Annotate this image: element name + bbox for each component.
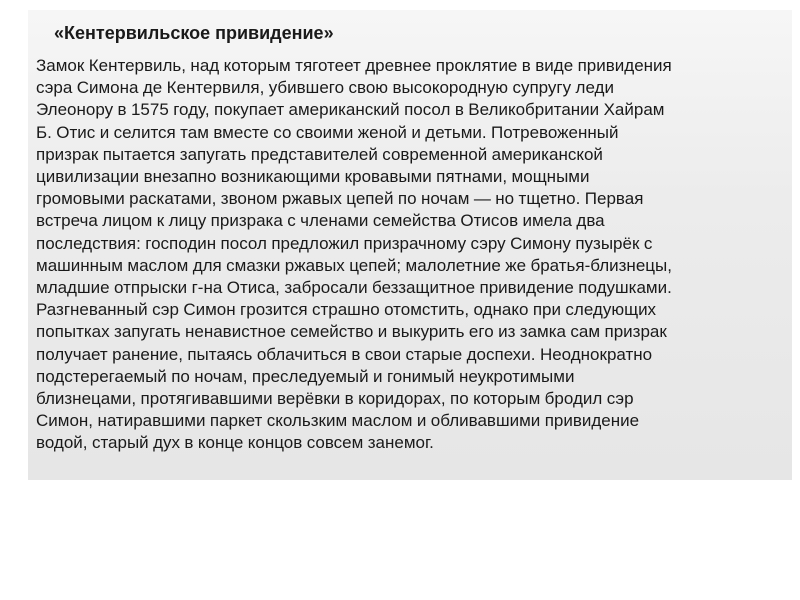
paragraph-line: цивилизации внезапно возникающими кровавыми пятнами, мощными [36, 167, 590, 187]
paragraph-line: попытках запугать ненавистное семейство и выкурить его из замка сам призрак [36, 322, 667, 342]
paragraph-line: Элеонору в 1575 году, покупает американский посол в Великобритании Хайрам [36, 100, 665, 120]
paragraph-line: близнецами, протягивавшими верёвки в коридорах, по которым бродил сэр [36, 389, 634, 409]
paragraph-line: подстерегаемый по ночам, преследуемый и гонимый неукротимыми [36, 366, 575, 386]
paragraph-line: машинным маслом для смазки ржавых цепей; малолетние же братья-близнецы, [36, 255, 672, 275]
paragraph-line: получает ранение, пытаясь облачиться в свои старые доспехи. Неоднократно [36, 344, 653, 364]
paragraph-line: громовыми раскатами, звоном ржавых цепей по ночам — но тщетно. Первая [36, 189, 644, 209]
paragraph-line: последствия: господин посол предложил призрачному сэру Симону пузырёк с [36, 233, 653, 253]
paragraph-line: Разгневанный сэр Симон грозится страшно отомстить, однако при следующих [36, 300, 657, 320]
paragraph-line: водой, старый дух в конце концов совсем занемог. [36, 433, 434, 453]
slide-title: «Кентервильское привидение» [54, 23, 334, 43]
paragraph-line: Симон, натиравшими паркет скользким маслом и обливавшими привидение [36, 411, 640, 431]
paragraph-line: встреча лицом к лицу призрака с членами семейства Отисов имела два [36, 211, 605, 231]
paragraph-line: младшие отпрыски г-на Отиса, забросали беззащитное привидение подушками. [36, 278, 672, 298]
paragraph-line: сэра Симона де Кентервиля, убившего свою высокородную супругу леди [36, 78, 614, 98]
body-paragraph [36, 55, 786, 455]
paragraph-line: Замок Кентервиль, над которым тяготеет древнее проклятие в виде привидения [36, 56, 672, 75]
paragraph-line: призрак пытается запугать представителей современной американской [36, 144, 603, 164]
paragraph-line: Б. Отис и селится там вместе со своими женой и детьми. Потревоженный [36, 122, 619, 142]
